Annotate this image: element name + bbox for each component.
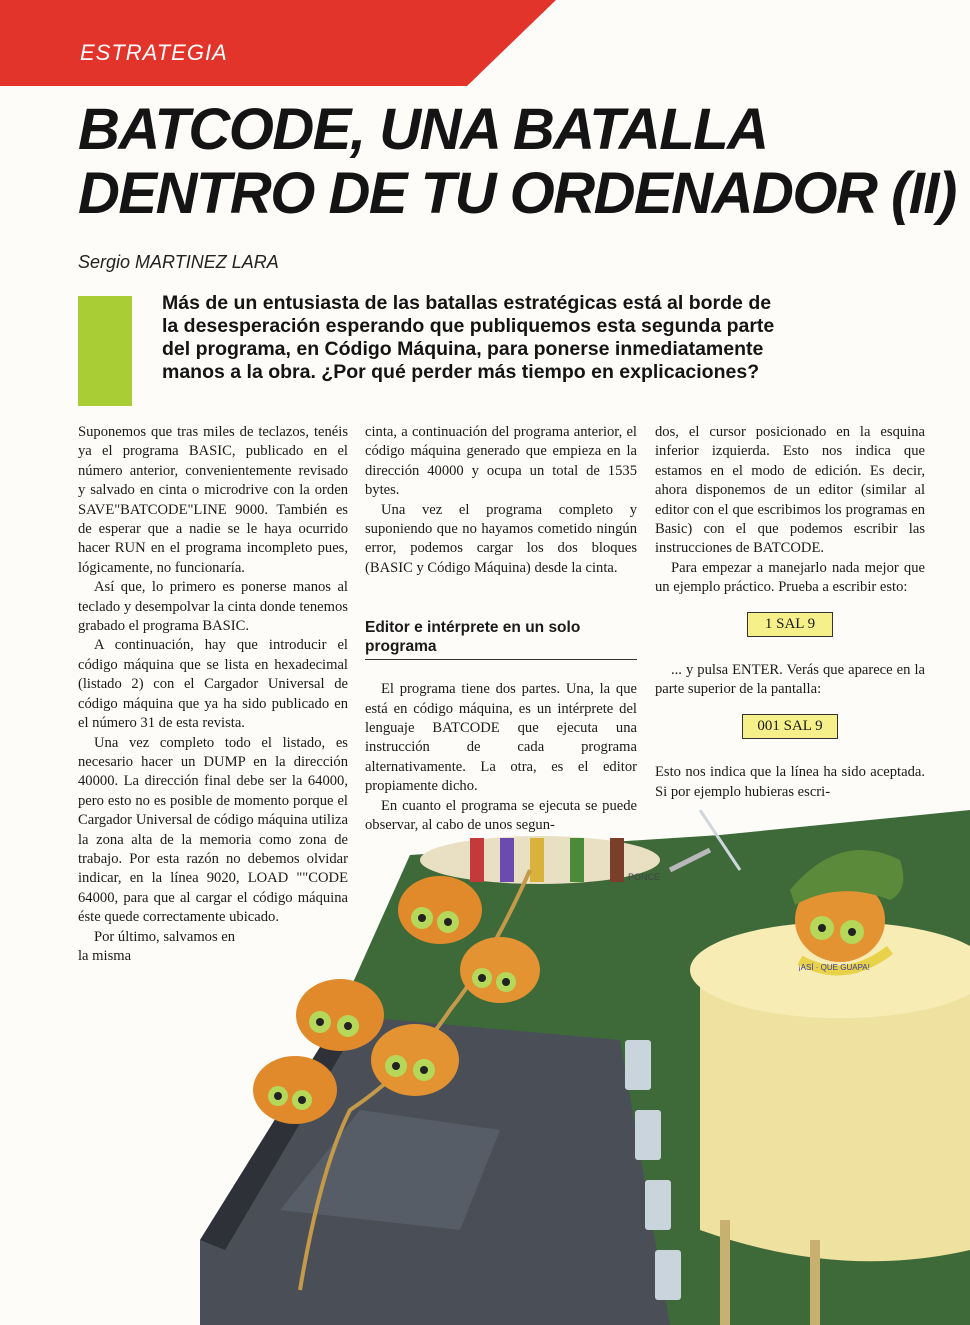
- title-line-1: BATCODE, UNA BATALLA: [78, 97, 768, 162]
- resistor-label: PONCE: [628, 872, 661, 882]
- author-byline: Sergio MARTINEZ LARA: [78, 252, 279, 272]
- body-paragraph: El programa tiene dos partes. Una, la que está en código máquina, es un intérprete del lenguaje BATCODE que ejecuta una instrucción de cada programa alternativamente. La otra, es el editor propiamente dicho.: [365, 681, 637, 795]
- lead-line-1: Más de un entusiasta de las batallas estratégicas está al borde de: [162, 292, 772, 314]
- body-paragraph: Una vez el programa completo y suponiendo que no hayamos cometido ningún error, podemos cargar los dos bloques (BASIC y Código Máquina) desde la cinta.: [365, 501, 637, 576]
- body-paragraph: Por último, salvamos en la misma: [78, 928, 236, 964]
- battle-illustration: [200, 810, 970, 1325]
- code-example-2: 001 SAL 9: [742, 714, 838, 739]
- lead-accent-block: [78, 296, 132, 406]
- body-paragraph: dos, el cursor posicionado en la esquina inferior izquierda. Esto nos indica que estamos en el modo de edición. Es decir, ahora disponemos de un editor (similar al editor con el que escribimos los programas en Basic) con el que podemos escribir las instrucciones de BATCODE.: [655, 424, 925, 557]
- body-paragraph: En cuanto el programa se ejecuta se puede observar, al cabo de unos segun-: [365, 797, 637, 834]
- lead-line-2: la desesperación esperando que publiquemos esta segunda parte: [162, 315, 775, 337]
- body-paragraph: Una vez completo todo el listado, es necesario hacer un DUMP en la dirección 40000. La dirección final debe ser la 64000, pero esto no es posible de momento porque el Cargador Universal de código máquina utiliza la zona alta de la memoria como zona de trabajo. Por esta razón no debemos olvidar indicar, en la línea 9020, LOAD ""CODE 64000, para que al cargar el código máquina éste quede correctamente ubicado.: [78, 734, 348, 926]
- lead-line-3: del programa, en Código Máquina, para ponerse inmediatamente: [162, 338, 764, 360]
- lead-line-4: manos a la obra. ¿Por qué perder más tiempo en explicaciones?: [162, 361, 760, 383]
- section-subheading: Editor e intérprete en un solo programa: [365, 618, 637, 660]
- bug-soldier: [296, 979, 384, 1051]
- bug-soldier: [398, 876, 482, 944]
- body-paragraph: A continuación, hay que introducir el código máquina que se lista en hexadecimal (listado 2) con el Cargador Universal de código máquina que ya ha sido publicado en el número 31 de esta revista.: [78, 637, 348, 732]
- lead-paragraph: [162, 292, 902, 384]
- body-paragraph: ... y pulsa ENTER. Verás que aparece en la parte superior de la pantalla:: [655, 662, 925, 698]
- section-label: ESTRATEGIA: [80, 40, 228, 65]
- bug-soldier: [371, 1024, 459, 1096]
- body-paragraph: Esto nos indica que la línea ha sido aceptada. Si por ejemplo hubieras escri-: [655, 764, 925, 800]
- body-paragraph: Suponemos que tras miles de teclazos, tenéis ya el programa BASIC, publicado en el número anterior, convenientemente revisado y salvado en cinta o microdrive con la orden SAVE"BATCODE"LINE 9000. También es de esperar que a nadie se le haya ocurrido hacer RUN en el programa incompleto pues, lógicamente, no funcionaría.: [78, 424, 348, 576]
- bug-soldier: [253, 1056, 337, 1124]
- title-line-2: DENTRO DE TU ORDENADOR (II): [78, 161, 956, 226]
- body-column-2: [365, 423, 637, 836]
- body-paragraph: Así que, lo primero es ponerse manos al teclado y desempolvar la cinta donde tenemos grabado el programa BASIC.: [78, 579, 348, 635]
- body-paragraph: Para empezar a manejarlo nada mejor que un ejemplo práctico. Prueba a escribir esto:: [655, 559, 925, 596]
- body-paragraph: cinta, a continuación del programa anterior, el código máquina generado que empieza en la dirección 40000 y ocupa un total de 1535 bytes.: [365, 424, 637, 499]
- bug-soldier: [460, 937, 540, 1003]
- sash-text: ¡ASÍ · QUE GUAPA!: [798, 963, 870, 972]
- article-title: [78, 98, 956, 226]
- body-column-3: [655, 423, 925, 802]
- code-example-1: 1 SAL 9: [747, 612, 833, 637]
